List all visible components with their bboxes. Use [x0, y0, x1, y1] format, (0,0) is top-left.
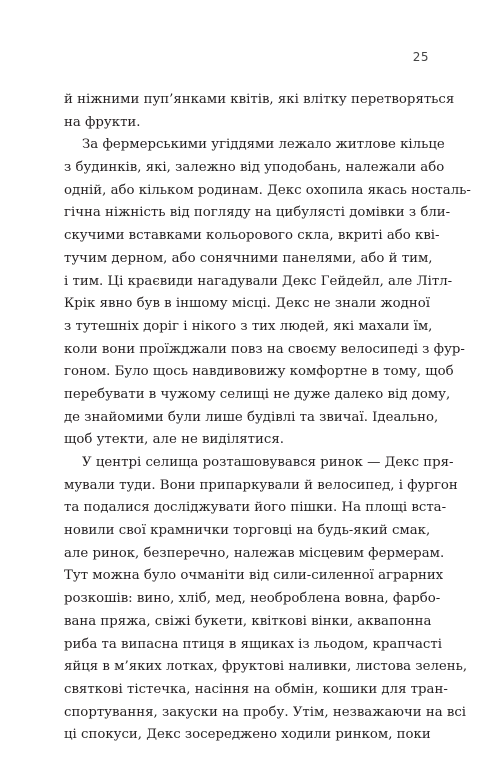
text-line: яйця в м’яких лотках, фруктові наливки, листова зелень,	[64, 659, 468, 675]
text-line: з будинків, які, залежно від уподобань, належали або	[64, 160, 445, 176]
text-line: ці спокуси, Декс зосереджено ходили ринком, поки	[64, 727, 431, 743]
text-line: одній, або кільком родинам. Декс охопила якась носталь-	[64, 182, 471, 198]
text-line: з тутешніх доріг і нікого з тих людей, які махали їм,	[64, 318, 433, 334]
text-line: скучими вставками кольорового скла, вкриті або кві-	[64, 228, 440, 244]
text-line: У центрі селища розташовувався ринок — Декс пря-	[82, 455, 454, 470]
body-text	[64, 89, 471, 747]
paragraph	[64, 89, 455, 134]
text-line: новили свої крамнички торговці на будь-який смак,	[64, 523, 431, 539]
text-line: розкошів: вино, хліб, мед, необроблена вовна, фарбо-	[64, 591, 441, 607]
text-line: коли вони проїжджали повз на своєму велосипеді з фур-	[64, 341, 465, 357]
text-line: але ринок, безперечно, належав місцевим фермерам.	[64, 545, 445, 561]
text-line: тучим дерном, або сонячними панелями, або й тим,	[64, 250, 433, 266]
text-line: гоном. Було щось навдивовижу комфортне в тому, щоб	[64, 364, 454, 380]
text-line: й ніжними пуп’янками квітів, які влітку перетворяться	[64, 92, 455, 107]
text-line: мували туди. Вони припаркували й велосипед, і фургон	[64, 477, 458, 493]
text-line: риба та випасна птиця в ящиках із льодом, крапчасті	[64, 636, 442, 652]
text-line: Тут можна було очманіти від сили-силенної аграрних	[64, 568, 444, 584]
paragraph	[64, 452, 468, 747]
text-line: перебувати в чужому селищі не дуже далеко від дому,	[64, 386, 451, 402]
text-line: гічна ніжність від погляду на цибулясті домівки з бли-	[64, 205, 451, 221]
text-line: Крік явно був в іншому місці. Декс не знали жодної	[64, 296, 430, 312]
text-line: щоб утекти, але не виділятися.	[64, 432, 284, 448]
text-line: та подалися досліджувати його пішки. На площі вста-	[64, 500, 447, 516]
text-line: де знайомими були лише будівлі та звичаї. Ідеально,	[64, 409, 439, 425]
text-line: і тим. Ці краєвиди нагадували Декс Гейдейл, але Літл-	[64, 273, 453, 289]
text-line: спортування, закуски на пробу. Утім, незважаючи на всі	[64, 704, 467, 720]
text-line: святкові тістечка, насіння на обмін, кошики для тран-	[64, 681, 448, 697]
text-line: на фрукти.	[64, 114, 141, 130]
text-line: вана пряжа, свіжі букети, квіткові вінки, аквапонна	[64, 613, 432, 629]
text-line: За фермерськими угіддями лежало житлове кільце	[82, 137, 445, 153]
page-number: 25	[412, 50, 429, 64]
paragraph	[64, 134, 471, 452]
